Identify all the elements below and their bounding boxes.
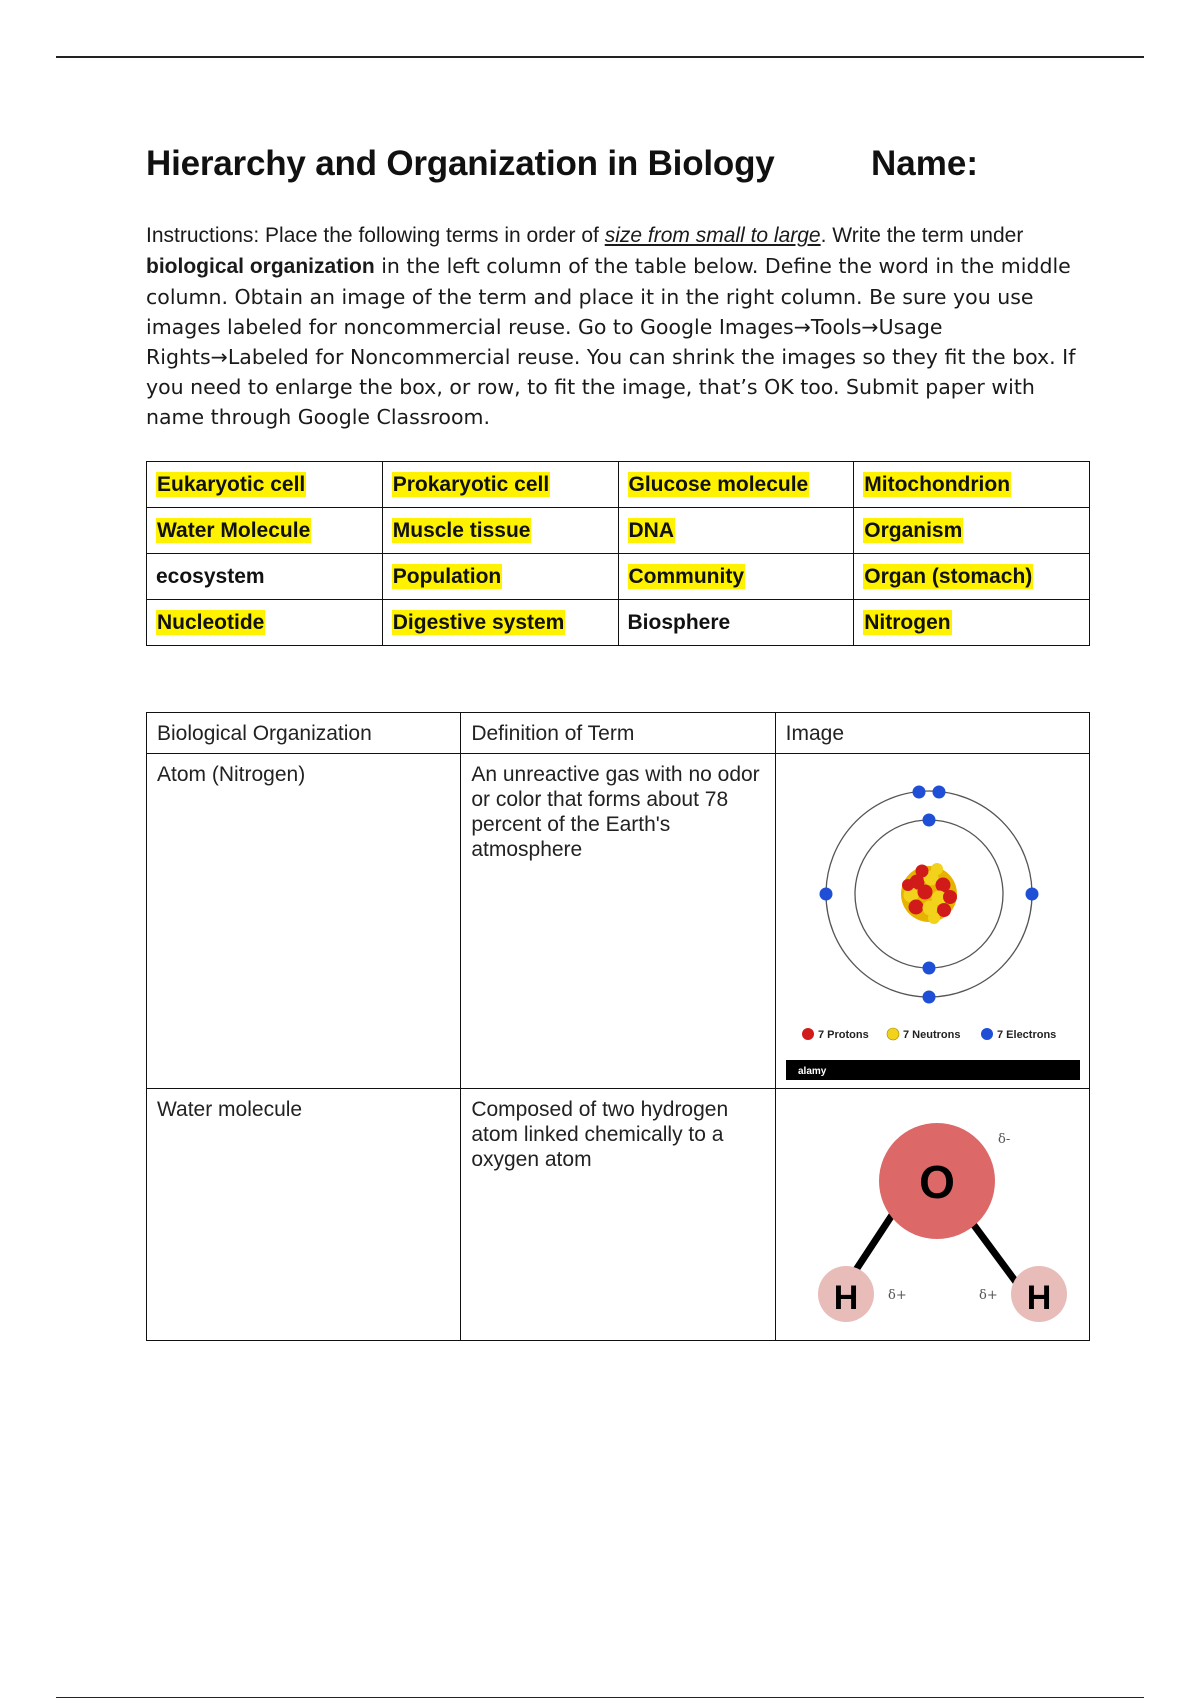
terms-table xyxy=(146,461,1090,646)
legend-electrons: 7 Electrons xyxy=(996,1029,1056,1041)
header-biological-organization: Biological Organization xyxy=(147,713,461,754)
term-cell xyxy=(382,554,618,600)
term-cell xyxy=(147,600,383,646)
proton-icon xyxy=(802,1028,814,1040)
water-molecule-diagram xyxy=(776,1089,1089,1339)
header-definition: Definition of Term xyxy=(461,713,775,754)
hydrogen-label-left: H xyxy=(833,1279,858,1317)
instructions-text-2: . Write the term under xyxy=(820,224,1024,247)
term-organism: Organism xyxy=(864,518,963,542)
org-row-atom xyxy=(147,754,1090,1089)
term-biosphere: Biosphere xyxy=(627,610,731,634)
term-dna: DNA xyxy=(628,518,674,542)
term-cell xyxy=(618,554,854,600)
oxygen-label: O xyxy=(918,1156,955,1208)
org-row-water xyxy=(147,1089,1090,1341)
term-cell xyxy=(382,462,618,508)
atom-legend xyxy=(802,1028,1056,1041)
term-cell xyxy=(854,554,1090,600)
organization-table xyxy=(146,712,1090,1341)
watermark-bar xyxy=(786,1060,1080,1080)
nitrogen-atom-diagram xyxy=(776,754,1089,1088)
term-cell xyxy=(382,600,618,646)
term-cell xyxy=(382,508,618,554)
legend-protons: 7 Protons xyxy=(817,1029,869,1041)
instructions-intro: Instructions: Place the following terms in order of xyxy=(146,224,605,247)
term-muscle-tissue: Muscle tissue xyxy=(392,518,531,542)
terms-row xyxy=(147,600,1090,646)
org-definition-atom: An unreactive gas with no odor or color that forms about 78 percent of the Earth's atmosphere xyxy=(461,754,775,1089)
term-population: Population xyxy=(392,564,502,588)
terms-row xyxy=(147,554,1090,600)
term-cell xyxy=(854,508,1090,554)
header-image: Image xyxy=(775,713,1089,754)
term-cell xyxy=(147,554,383,600)
terms-row xyxy=(147,462,1090,508)
legend-neutrons: 7 Neutrons xyxy=(902,1029,961,1041)
term-cell xyxy=(854,462,1090,508)
term-cell xyxy=(618,462,854,508)
top-rule xyxy=(56,56,1144,58)
instructions-emphasis: size from small to large xyxy=(604,224,821,247)
term-cell xyxy=(147,462,383,508)
term-mitochondrion: Mitochondrion xyxy=(864,472,1011,496)
oxygen-charge: δ- xyxy=(997,1132,1010,1147)
bottom-rule xyxy=(56,1697,1144,1698)
instructions-body: in the left column of the table below. Define the word in the middle column. Obtain an image of the term and place it in the right column. Be sure you use images labeled for noncommercial reuse. Go to Google Images→Tools→Usage Rights→Labeled for Noncommercial reuse. You can shrink the images so they fit the box. If you need to enlarge the box, or row, to fit the image, that’s OK too. Submit paper with name through Google Classroom. xyxy=(146,254,1076,429)
term-glucose-molecule: Glucose molecule xyxy=(628,472,809,496)
term-water-molecule: Water Molecule xyxy=(157,518,311,542)
term-organ-stomach: Organ (stomach) xyxy=(864,564,1033,588)
term-prokaryotic-cell: Prokaryotic cell xyxy=(392,472,550,496)
page-title: Hierarchy and Organization in Biology xyxy=(146,144,775,183)
hydrogen-label-right: H xyxy=(1026,1279,1051,1317)
term-cell xyxy=(854,600,1090,646)
org-definition-water: Composed of two hydrogen atom linked chemically to a oxygen atom xyxy=(461,1089,775,1341)
watermark-text: alamy xyxy=(797,1066,827,1077)
terms-row xyxy=(147,508,1090,554)
term-eukaryotic-cell: Eukaryotic cell xyxy=(157,472,306,496)
name-label: Name: xyxy=(871,144,978,183)
org-table-header xyxy=(147,713,1090,754)
neutron-icon xyxy=(887,1028,899,1040)
term-nitrogen: Nitrogen xyxy=(864,610,951,634)
instructions xyxy=(146,220,1096,432)
water-molecule-image xyxy=(775,1089,1089,1341)
org-term-water: Water molecule xyxy=(147,1089,461,1341)
nucleus-icon xyxy=(901,863,957,924)
term-ecosystem: ecosystem xyxy=(156,564,265,588)
term-cell xyxy=(618,600,854,646)
term-nucleotide: Nucleotide xyxy=(157,610,265,634)
term-community: Community xyxy=(628,564,744,588)
header xyxy=(146,144,1096,188)
term-cell xyxy=(618,508,854,554)
instructions-bold: biological organization xyxy=(146,255,375,278)
term-cell xyxy=(147,508,383,554)
electron-icon xyxy=(981,1028,993,1040)
org-term-atom: Atom (Nitrogen) xyxy=(147,754,461,1089)
term-digestive-system: Digestive system xyxy=(392,610,565,634)
hydrogen-charge-right: δ+ xyxy=(978,1288,998,1303)
nitrogen-atom-image xyxy=(775,754,1089,1089)
hydrogen-charge-left: δ+ xyxy=(887,1288,907,1303)
